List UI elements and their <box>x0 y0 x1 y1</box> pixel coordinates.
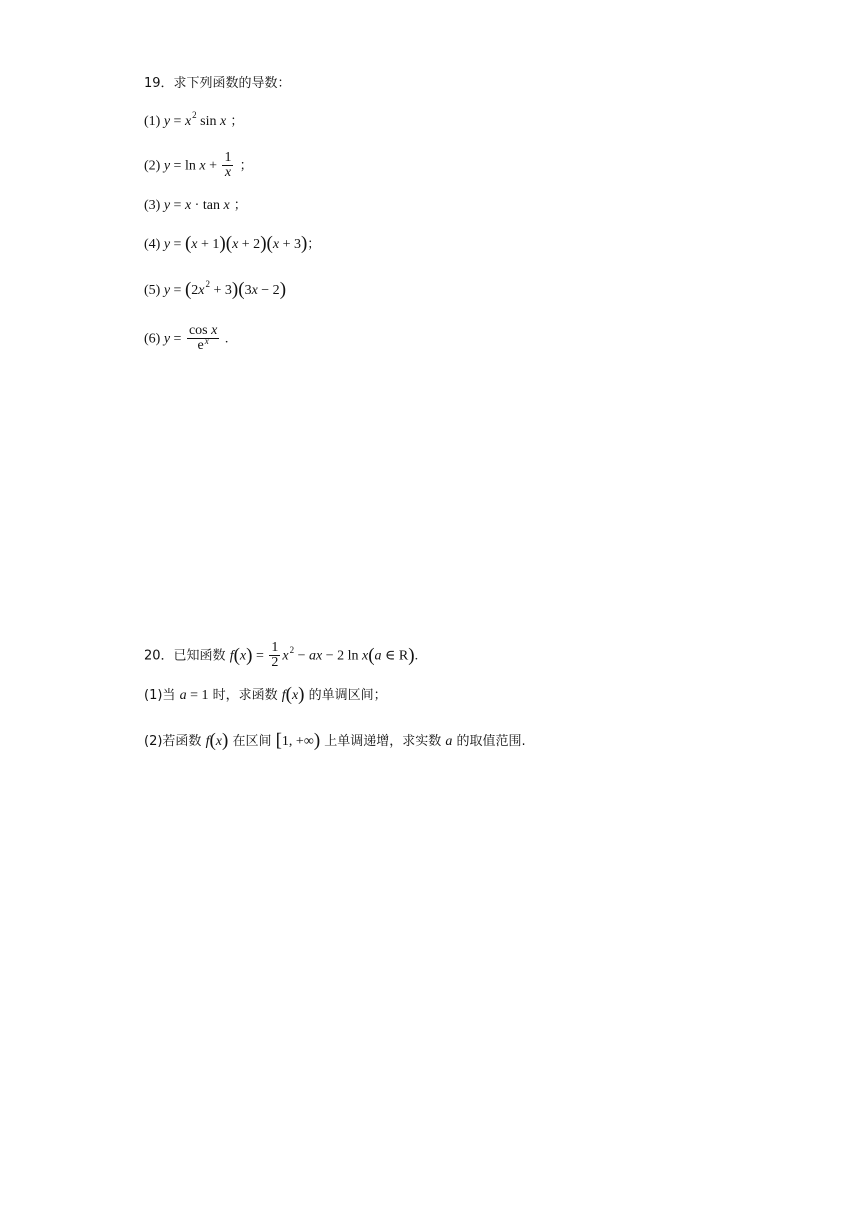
fraction-cos-over-exp: $\frac{\text{cos x}}{e^x}$ <box>188 323 218 353</box>
q19-part1: (1) $y = x^2$ sin x ； <box>144 110 244 129</box>
fraction-one-half: $\frac{1}{2}$ <box>271 640 279 670</box>
q20-heading: 20．已知函数 f(x) = $\frac{1}{2}$ $x^2$ − ax − 2 ln x(a ∈ R). <box>144 640 419 670</box>
q19-part5: (5) $y = (2x^2 + 3)(3x - 2)$ <box>144 279 287 300</box>
q19-heading: 19．求下列函数的导数： <box>144 76 291 91</box>
fraction-one-over-x: $\frac{1}{x}$ <box>224 150 232 180</box>
q19-part4: (4) y = (x + 1)(x + 2)(x + 3)； <box>144 233 321 254</box>
q19-part3: (3) y = x · tan x ； <box>144 198 247 213</box>
q19-part6: (6) y = $\frac{\text{cos x}}{e^x}$ . <box>144 323 229 353</box>
q20-part1: (1)当 a = 1 时，求函数 f(x) 的单调区间； <box>144 684 387 705</box>
q20-part2: (2)若函数 f(x) 在区间 [1, +∞) 上单调递增，求实数 a 的取值范围. <box>144 730 526 751</box>
q19-part2: (2) y = ln x + $\frac{1}{x}$ ； <box>144 150 253 180</box>
